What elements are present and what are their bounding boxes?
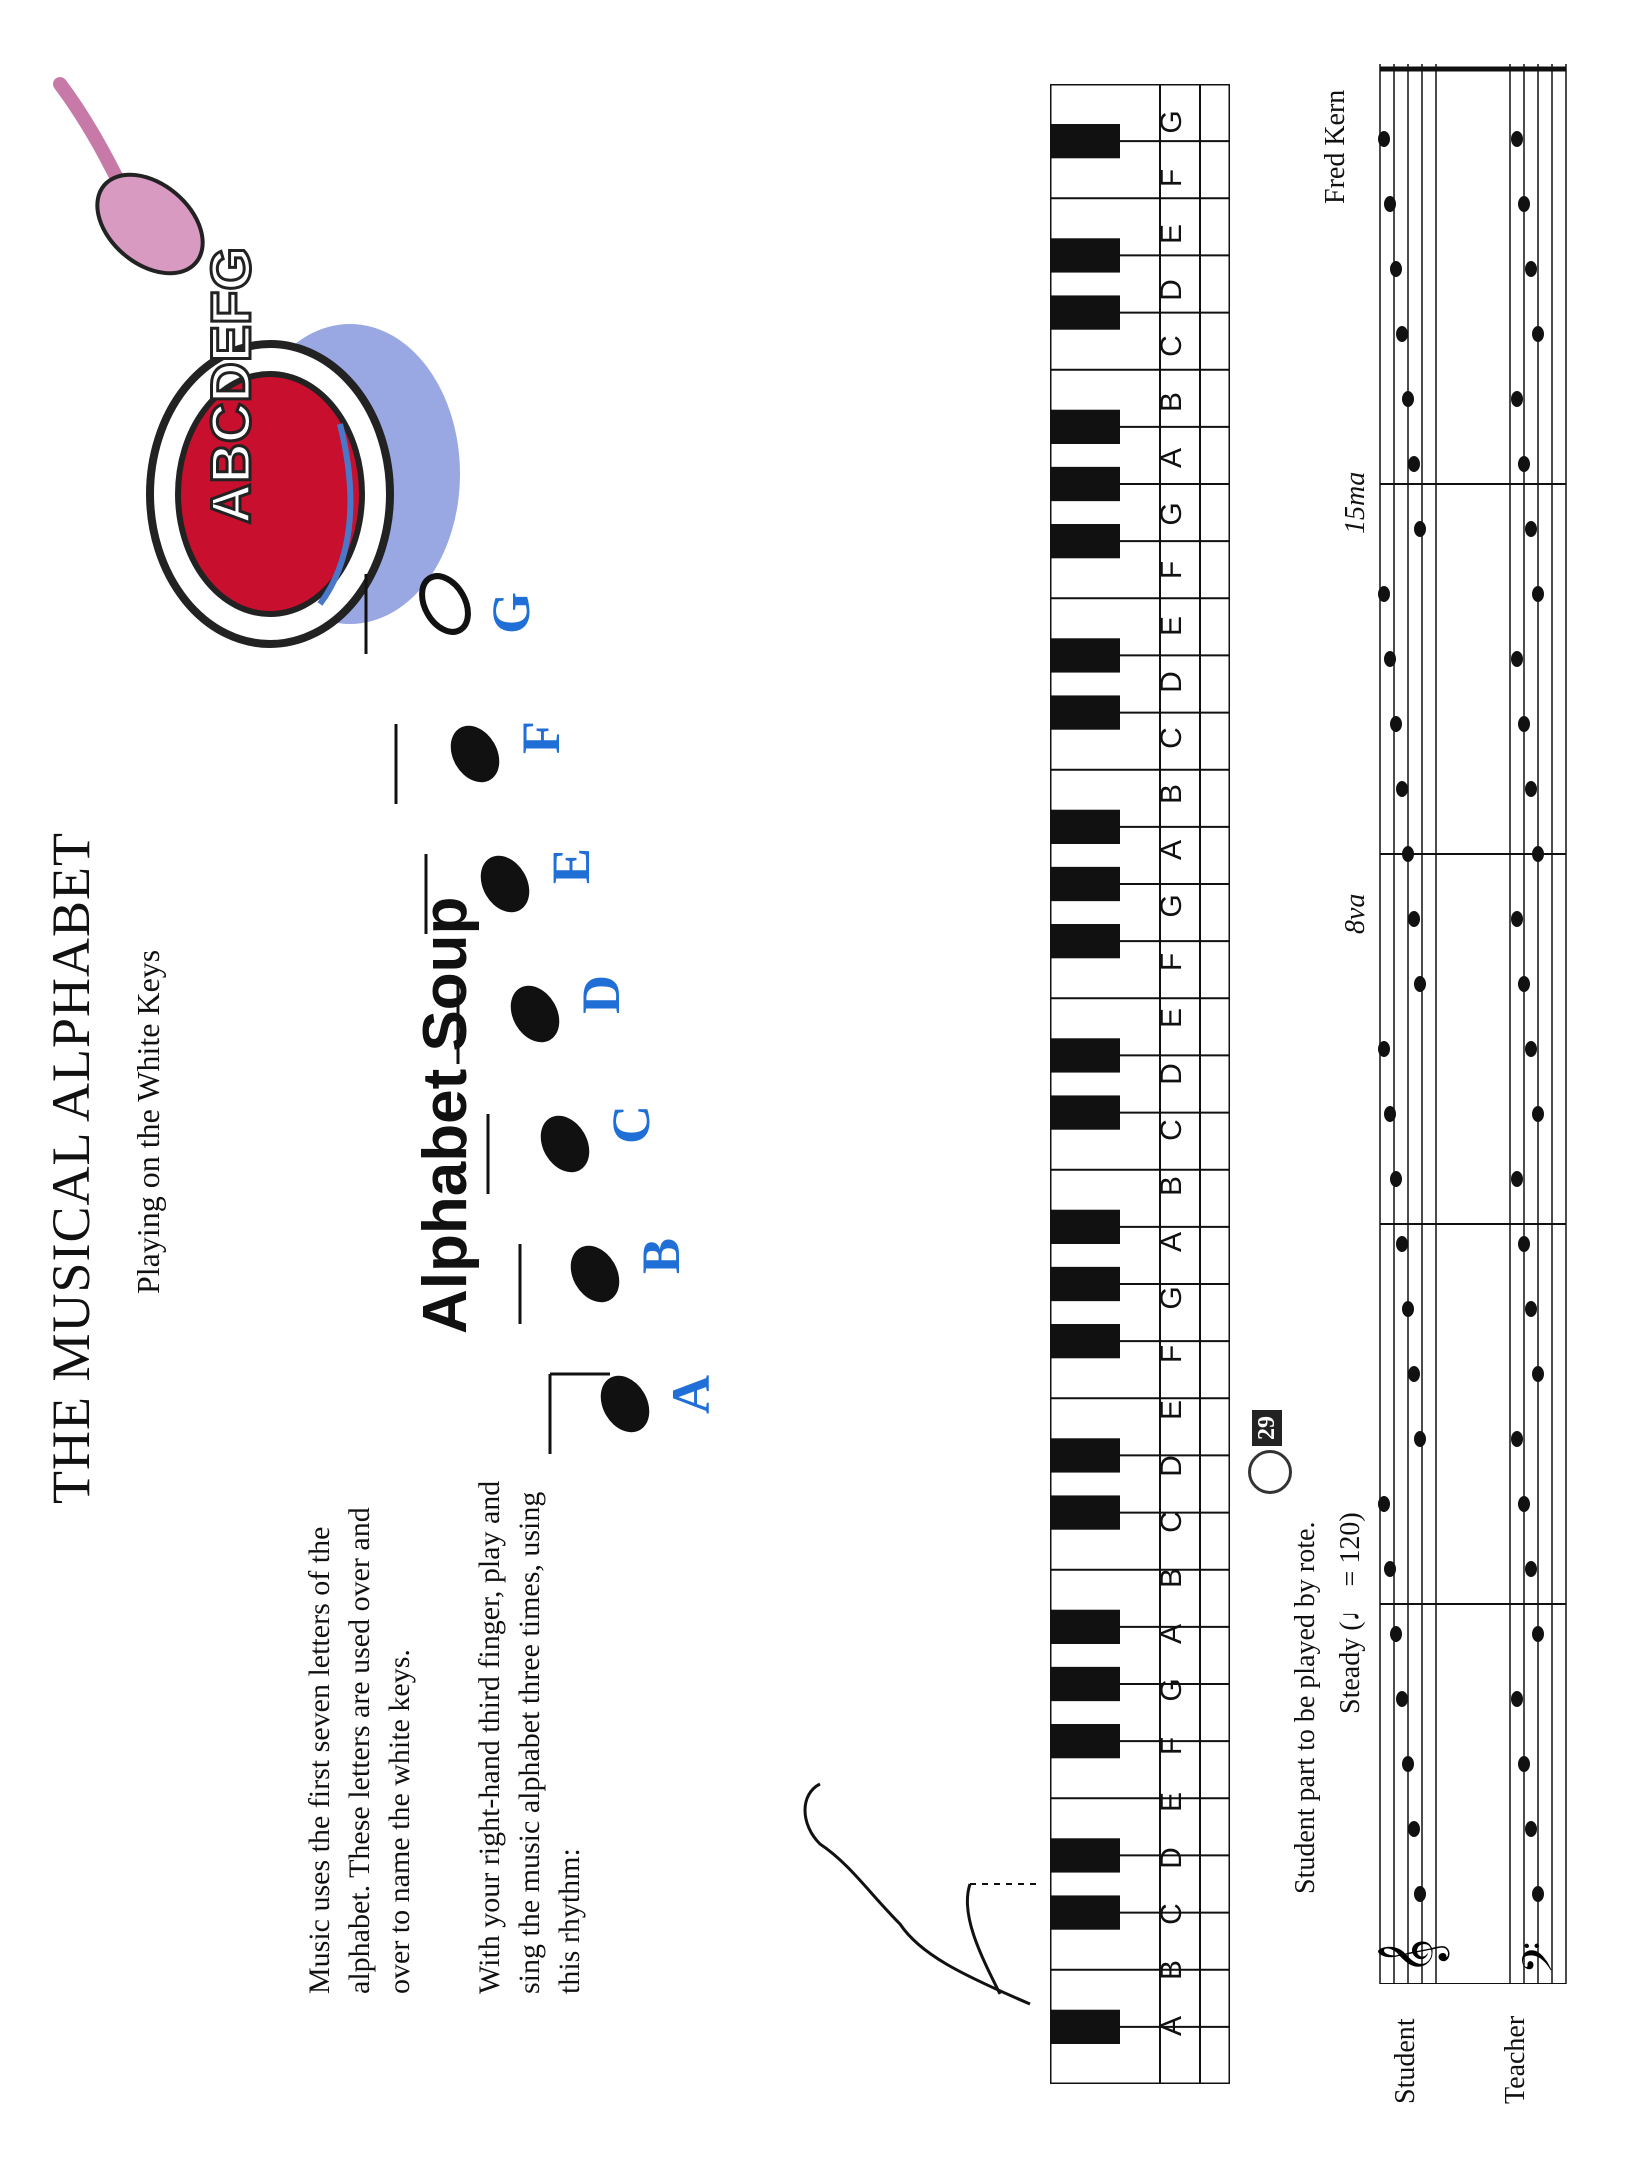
student-note xyxy=(1390,1171,1402,1187)
black-key xyxy=(1050,524,1120,558)
note-d xyxy=(501,977,569,1051)
key-label: F xyxy=(1155,560,1188,580)
student-note xyxy=(1396,326,1408,342)
student-note xyxy=(1396,1236,1408,1252)
teacher-note xyxy=(1518,716,1530,732)
note-g xyxy=(413,568,478,640)
student-note xyxy=(1402,391,1414,407)
page-title: THE MUSICAL ALPHABET xyxy=(41,831,101,1504)
student-note xyxy=(1396,1691,1408,1707)
teacher-note xyxy=(1518,1756,1530,1772)
black-key xyxy=(1050,1324,1120,1358)
key-label: C xyxy=(1155,727,1188,749)
page-subtitle: Playing on the White Keys xyxy=(130,949,166,1294)
black-key xyxy=(1050,924,1120,958)
note-c xyxy=(531,1107,599,1181)
key-label: D xyxy=(1155,279,1188,301)
key-label: D xyxy=(1155,1063,1188,1085)
key-label: C xyxy=(1155,1903,1188,1925)
student-note xyxy=(1414,521,1426,537)
teacher-note xyxy=(1518,1496,1530,1512)
student-note xyxy=(1408,1821,1420,1837)
intro-paragraph-2: With your right-hand third finger, play and sing the music alphabet three times, using this rhythm: xyxy=(473,1480,586,1994)
treble-clef-icon: 𝄞 xyxy=(1377,1938,1447,1974)
note-letter-b: B xyxy=(631,1237,691,1274)
student-note xyxy=(1384,651,1396,667)
ottava-8va: 8va xyxy=(1340,893,1371,934)
key-label: G xyxy=(1155,1678,1188,1702)
teacher-note xyxy=(1525,1561,1537,1577)
black-key xyxy=(1050,1267,1120,1301)
teacher-note xyxy=(1525,521,1537,537)
key-label: B xyxy=(1155,1176,1188,1197)
black-key xyxy=(1050,1610,1120,1644)
teacher-note xyxy=(1511,391,1523,407)
student-note xyxy=(1408,1366,1420,1382)
teacher-note xyxy=(1532,1366,1544,1382)
key-label: E xyxy=(1155,616,1188,637)
key-label: B xyxy=(1155,392,1188,413)
key-label: C xyxy=(1155,335,1188,357)
key-label: F xyxy=(1155,952,1188,972)
key-label: E xyxy=(1155,1400,1188,1421)
student-note xyxy=(1414,976,1426,992)
key-label: B xyxy=(1155,1960,1188,1981)
student-note xyxy=(1396,781,1408,797)
key-label: E xyxy=(1155,1008,1188,1029)
note-letter-f: F xyxy=(511,721,571,754)
student-note xyxy=(1414,1431,1426,1447)
key-label: A xyxy=(1155,1624,1188,1645)
key-label: F xyxy=(1155,1344,1188,1364)
composer: Fred Kern xyxy=(1320,89,1351,204)
teacher-note xyxy=(1532,1626,1544,1642)
student-note xyxy=(1402,846,1414,862)
rote-instruction: Student part to be played by rote. xyxy=(1290,1521,1321,1894)
black-key xyxy=(1050,695,1120,729)
track-number: 29 xyxy=(1252,1410,1282,1446)
note-letter-d: D xyxy=(571,975,631,1014)
key-label: C xyxy=(1155,1119,1188,1141)
teacher-note xyxy=(1525,1301,1537,1317)
teacher-note xyxy=(1532,846,1544,862)
student-label: Student xyxy=(1390,2018,1421,2104)
song-title: Alphabet Soup xyxy=(411,896,480,1334)
hand-illustration xyxy=(760,1774,1040,2034)
key-label: E xyxy=(1155,1792,1188,1813)
student-note xyxy=(1384,196,1396,212)
note-letter-a: A xyxy=(661,1375,721,1414)
teacher-note xyxy=(1511,911,1523,927)
teacher-note xyxy=(1518,976,1530,992)
key-label: B xyxy=(1155,784,1188,805)
key-label: E xyxy=(1155,224,1188,245)
black-key xyxy=(1050,2010,1120,2044)
ottava-15ma: 15ma xyxy=(1340,471,1371,534)
teacher-note xyxy=(1511,1171,1523,1187)
tempo-marking: Steady (♩ = 120) xyxy=(1335,1512,1366,1714)
student-note xyxy=(1384,1561,1396,1577)
teacher-note xyxy=(1511,131,1523,147)
black-key xyxy=(1050,867,1120,901)
music-staff xyxy=(1360,54,1620,1984)
key-label: F xyxy=(1155,168,1188,188)
key-label: G xyxy=(1155,110,1188,134)
black-key xyxy=(1050,1838,1120,1872)
teacher-label: Teacher xyxy=(1500,2015,1531,2104)
teacher-note xyxy=(1532,1106,1544,1122)
teacher-note xyxy=(1518,456,1530,472)
note-letter-c: C xyxy=(601,1105,661,1144)
teacher-note xyxy=(1532,326,1544,342)
student-note xyxy=(1408,911,1420,927)
key-label: D xyxy=(1155,1847,1188,1869)
student-note xyxy=(1378,1496,1390,1512)
black-key xyxy=(1050,238,1120,272)
cd-icon xyxy=(1248,1450,1292,1494)
note-a xyxy=(591,1367,659,1441)
key-label: A xyxy=(1155,840,1188,861)
teacher-note xyxy=(1518,1236,1530,1252)
bass-clef-icon: 𝄢 xyxy=(1514,1941,1572,1974)
key-label: C xyxy=(1155,1511,1188,1533)
teacher-note xyxy=(1511,1431,1523,1447)
black-key xyxy=(1050,810,1120,844)
black-key xyxy=(1050,295,1120,329)
teacher-note xyxy=(1525,781,1537,797)
key-label: A xyxy=(1155,2016,1188,2037)
student-note xyxy=(1414,1886,1426,1902)
black-key xyxy=(1050,1667,1120,1701)
note-letter-e: E xyxy=(541,847,601,884)
student-note xyxy=(1378,586,1390,602)
key-label: G xyxy=(1155,1286,1188,1310)
teacher-note xyxy=(1525,261,1537,277)
student-note xyxy=(1408,456,1420,472)
teacher-note xyxy=(1518,196,1530,212)
note-b xyxy=(561,1237,629,1311)
soup-letters: ABCDEFG xyxy=(199,247,262,524)
student-note xyxy=(1402,1756,1414,1772)
cd-track xyxy=(1248,1410,1292,1494)
black-key xyxy=(1050,1724,1120,1758)
student-note xyxy=(1390,261,1402,277)
teacher-note xyxy=(1532,1886,1544,1902)
black-key xyxy=(1050,1038,1120,1072)
black-key xyxy=(1050,1895,1120,1929)
intro-paragraph-1: Music uses the first seven letters of the alphabet. These letters are used over and over to name the white keys. xyxy=(303,1507,416,1994)
student-note xyxy=(1390,1626,1402,1642)
black-key xyxy=(1050,1095,1120,1129)
black-key xyxy=(1050,1495,1120,1529)
black-key xyxy=(1050,124,1120,158)
teacher-note xyxy=(1511,1691,1523,1707)
key-label: F xyxy=(1155,1736,1188,1756)
student-note xyxy=(1378,1041,1390,1057)
key-label: A xyxy=(1155,448,1188,469)
key-label: A xyxy=(1155,1232,1188,1253)
keyboard-labels xyxy=(1155,94,1205,2054)
student-note xyxy=(1390,716,1402,732)
note-f xyxy=(441,717,509,791)
black-key xyxy=(1050,410,1120,444)
teacher-note xyxy=(1525,1041,1537,1057)
key-label: D xyxy=(1155,1455,1188,1477)
rhythm-notes xyxy=(360,154,780,1454)
key-label: B xyxy=(1155,1568,1188,1589)
key-label: G xyxy=(1155,502,1188,526)
teacher-note xyxy=(1525,1821,1537,1837)
student-note xyxy=(1378,131,1390,147)
black-key xyxy=(1050,1438,1120,1472)
student-note xyxy=(1402,1301,1414,1317)
teacher-note xyxy=(1511,651,1523,667)
key-label: D xyxy=(1155,671,1188,693)
black-key xyxy=(1050,467,1120,501)
black-key xyxy=(1050,638,1120,672)
black-key xyxy=(1050,1210,1120,1244)
note-e xyxy=(471,847,539,921)
student-note xyxy=(1384,1106,1396,1122)
note-letter-g: G xyxy=(481,591,541,634)
key-label: G xyxy=(1155,894,1188,918)
teacher-note xyxy=(1532,586,1544,602)
